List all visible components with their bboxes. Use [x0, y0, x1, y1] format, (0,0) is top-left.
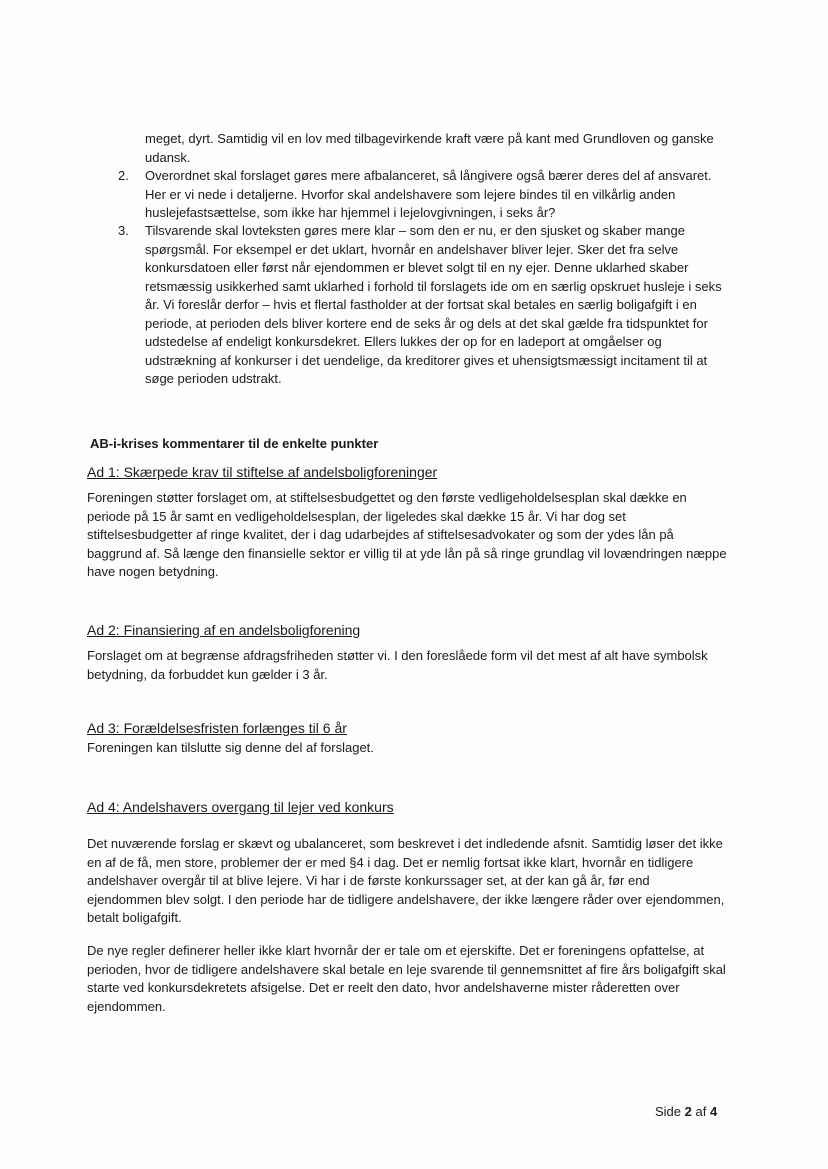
footer-page-number: 2 — [684, 1104, 692, 1119]
list-text: Tilsvarende skal lovteksten gøres mere klar – som den er nu, er den sjusket og skaber mange spørgsmål. For eksempel er det uklart, hvornår en andelshaver bliver lejer. Sker det fra selve konkursdatoen eller først når ejendommen er blevet solgt til en ny ejer. Denne uklarhed skaber retsmæssig usikkerhed samt uklarhed i forhold til forslagets ide om en særlig opskruet husleje i seks år. Vi foreslår derfor – hvis et flertal fastholder at der fortsat skal betales en særlig boligafgift i en periode, at perioden dels bliver kortere end de seks år og dels at det skal gælde fra tidspunktet for udstedelse af endeligt konkursdekret. Ellers lukkes der op for en ladeport at omgåelser og udstrækning af konkurser i det uendelige, da kreditorer gives et uhensigtsmæssigt incitament til at søge perioden udstrakt. — [145, 223, 722, 386]
paragraph-ad-4-second: De nye regler definerer heller ikke klart hvornår der er tale om et ejerskifte. Det er foreningens opfattelse, at perioden, hvor de tidligere andelshavere skal betale en leje svarende til gennemsnittet af fire års boligafgift skal starte ved konkursdekretets afsigelse. Det er reelt den dato, hvor andelshaverne mister råderetten over ejendommen. — [87, 943, 726, 1014]
heading-ad-1: Ad 1: Skærpede krav til stiftelse af andelsboligforeninger — [87, 464, 438, 480]
heading-ad-4: Ad 4: Andelshavers overgang til lejer ved konkurs — [87, 799, 394, 815]
section-title: AB-i-krises kommentarer til de enkelte punkter — [90, 436, 379, 451]
footer-of-label: af — [695, 1104, 707, 1119]
list-text: Overordnet skal forslaget gøres mere afbalanceret, så långivere også bærer deres del af ansvaret. Her er vi nede i detaljerne. Hvorfor skal andelshavere som lejere bindes til en vilkårlig anden huslejefastsættelse, som ikke har hjemmel i lejelovgivningen, i seks år? — [145, 168, 712, 220]
list-number: 3. — [118, 223, 129, 238]
paragraph-ad-1: Foreningen støtter forslaget om, at stiftelsesbudgettet og den første vedligeholdelsesplan skal dække en periode på 15 år samt en vedligeholdelsesplan, der ligeledes skal dække 15 år. Vi har dog set stiftelsesbudgetter af ringe kvalitet, der i dag udarbejdes af stiftelsesadvokater og som der ydes lån på baggrund af. Så længe den finansielle sektor er villig til at yde lån på så ringe grundlag vil lovændringen næppe have nogen betydning. — [87, 490, 727, 579]
page-footer — [655, 1104, 775, 1119]
list-number: 2. — [118, 168, 129, 183]
footer-label: Side — [655, 1104, 682, 1119]
footer-total-pages: 4 — [709, 1104, 718, 1119]
paragraph-ad-3: Foreningen kan tilslutte sig denne del af forslaget. — [87, 740, 374, 755]
paragraph-ad-2: Forslaget om at begrænse afdragsfriheden støtter vi. I den foreslåede form vil det mest af alt have symbolsk betydning, da forbuddet kun gælder i 3 år. — [87, 648, 708, 682]
paragraph-ad-4-first: Det nuværende forslag er skævt og ubalanceret, som beskrevet i det indledende afsnit. Samtidig løser det ikke en af de få, men store, problemer der er med §4 i dag. Det er nemlig fortsat ikke klart, hvornår en tidligere andelshaver overgår til at blive lejere. Vi har i de første konkurssager set, at der kan gå år, før end ejendommen blev solgt. I den periode har de tidligere andelshavere, der ikke længere råder over ejendommen, betalt boligafgift. — [87, 836, 725, 925]
heading-ad-2: Ad 2: Finansiering af en andelsboligforening — [87, 622, 361, 638]
continuation-text: meget, dyrt. Samtidig vil en lov med tilbagevirkende kraft være på kant med Grundloven og ganske udansk. — [145, 131, 714, 165]
heading-ad-3: Ad 3: Forældelsesfristen forlænges til 6 år — [87, 720, 347, 736]
